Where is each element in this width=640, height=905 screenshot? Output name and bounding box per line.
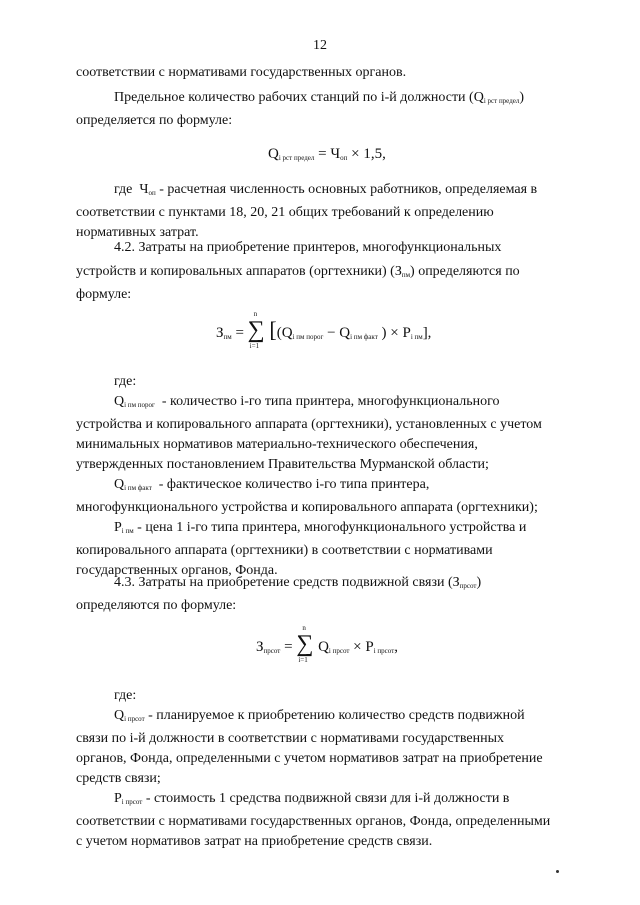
definitions-pm: где: $Q_{i пм порог}$ - количество i-го типа принтера, многофункционального устройства и копировального аппарата (оргтехники), установленных с учетом минимальных нормативов материально-технического обеспечения, утвержденных постановлением Правительства Мурманской области; $Q_{i пм факт}$ - фактическое количество i-го типа принтера, многофункционального устройства и копировального аппарата (оргтехники); $P_{i пм}$ - цена 1 i-го типа принтера, многофункционального устройства и копировального аппарата (оргтехники) в соответствии с нормативами государственных органов, Фонда. <box>76 374 542 578</box>
formula-pm: $З_{пм}$ = ∑ n i=1 [($Q_{i пм порог} - Q_{i пм факт}$ ) × $P_{i пм}$], <box>216 310 432 350</box>
section-4-2: 4.2. Затраты на приобретение принтеров, многофункциональных устройств и копировальных аппаратов (оргтехники) $(З_{пм})$ определяются по формуле: <box>76 240 520 302</box>
paragraph-ch: где $Ч_{оп}$ - расчетная численность основных работников, определяемая в соответствии с пунктами 18, 20, 21 общих требований к определению нормативных затрат. <box>76 182 538 240</box>
paragraph-rst: Предельное количество рабочих станций по i-й должности $(Q_{i рст предел})$ определяется по формуле: <box>76 90 525 128</box>
sum-symbol: ∑ <box>296 631 314 657</box>
formula-prsot: $З_{прсот}$ = ∑ n i=1 $Q_{i прсот} \times P_{i прсот}$, <box>256 624 398 664</box>
scan-dot <box>556 870 559 873</box>
definitions-prsot: где: $Q_{i прсот}$ - планируемое к приобретению количество средств подвижной связи по i-й должности в соответствии с нормативами государственных органов, Фонда, определенными с учетом нормативов затрат на приобретение средств связи; $P_{i прсот}$ - стоимость 1 средства подвижной связи для i-й должности в соответствии с нормативами государственных органов, Фонда, определенными с учетом нормативов затрат на приобретение средств связи. <box>76 688 551 849</box>
sum-symbol: ∑ <box>247 317 265 343</box>
formula-rst: $Q_{i рст предел} = Ч_{оп} \times 1,5$, <box>268 146 386 162</box>
section-4-3: 4.3. Затраты на приобретение средств подвижной связи $(З_{прсот})$ определяются по формуле: <box>76 575 482 613</box>
text-line: соответствии с нормативами государственных органов. <box>76 65 407 80</box>
page-number: 12 <box>313 38 327 53</box>
